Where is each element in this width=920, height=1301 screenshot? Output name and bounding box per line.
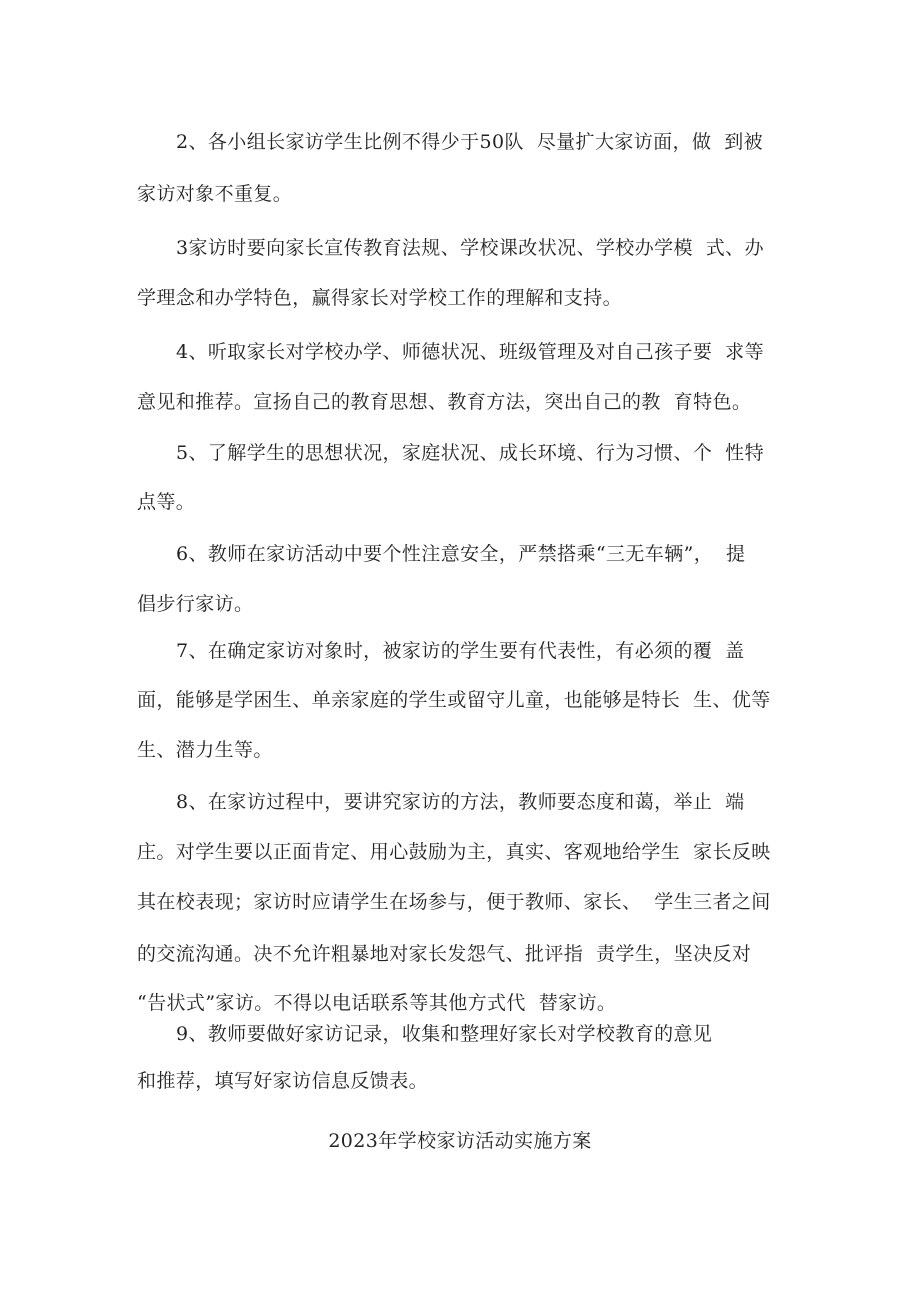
paragraph-item-7-line-3: 生、潜力生等。 xyxy=(137,739,273,761)
document-title: 2023年学校家访活动实施方案 xyxy=(328,1130,592,1152)
paragraph-item-6-line-2: 倡步行家访。 xyxy=(137,593,254,615)
paragraph-item-8-line-1: 8、在家访过程中，要讲究家访的方法，教师要态度和蔼，举止 端 xyxy=(176,791,745,813)
paragraph-item-8-line-4: 的交流沟通。决不允许粗暴地对家长发怨气、批评指 责学生，坚决反对 xyxy=(137,943,752,965)
paragraph-item-4-line-2: 意见和推荐。宣扬自己的教育思想、教育方法，突出自己的教 育特色。 xyxy=(137,391,752,413)
paragraph-item-5-line-1: 5、了解学生的思想状况，家庭状况、成长环境、行为习惯、个 性特 xyxy=(176,442,764,464)
paragraph-item-9-line-2: 和推荐，填写好家访信息反馈表。 xyxy=(137,1070,429,1092)
paragraph-item-8-line-5: “告状式”家访。不得以电话联系等其他方式代 替家访。 xyxy=(137,992,617,1014)
paragraph-item-7-line-1: 7、在确定家访对象时，被家访的学生要有代表性，有必须的覆 盖 xyxy=(176,640,745,662)
paragraph-item-6-line-1: 6、教师在家访活动中要个性注意安全，严禁搭乘“三无车辆”， 提 xyxy=(176,543,746,565)
paragraph-item-2-line-2: 家访对象不重复。 xyxy=(137,183,293,205)
paragraph-item-7-line-2: 面，能够是学困生、单亲家庭的学生或留守儿童，也能够是特长 生、优等 xyxy=(137,689,771,711)
paragraph-item-4-line-1: 4、听取家长对学校办学、师德状况、班级管理及对自己孩子要 求等 xyxy=(176,341,764,363)
paragraph-item-8-line-2: 庄。对学生要以正面肯定、用心鼓励为主，真实、客观地给学生 家长反映 xyxy=(137,841,771,863)
paragraph-item-3-line-1: 3家访时要向家长宣传教育法规、学校课改状况、学校办学模 式、办 xyxy=(176,237,764,259)
paragraph-item-9-line-1: 9、教师要做好家访记录，收集和整理好家长对学校教育的意见 xyxy=(176,1023,713,1045)
paragraph-item-2-line-1: 2、各小组长家访学生比例不得少于50队 尽量扩大家访面，做 到被 xyxy=(176,131,764,153)
paragraph-item-8-line-3: 其在校表现；家访时应请学生在场参与，便于教师、家长、 学生三者之间 xyxy=(137,891,771,913)
paragraph-item-5-line-2: 点等。 xyxy=(137,491,196,513)
paragraph-item-3-line-2: 学理念和办学特色，赢得家长对学校工作的理解和支持。 xyxy=(137,287,623,309)
